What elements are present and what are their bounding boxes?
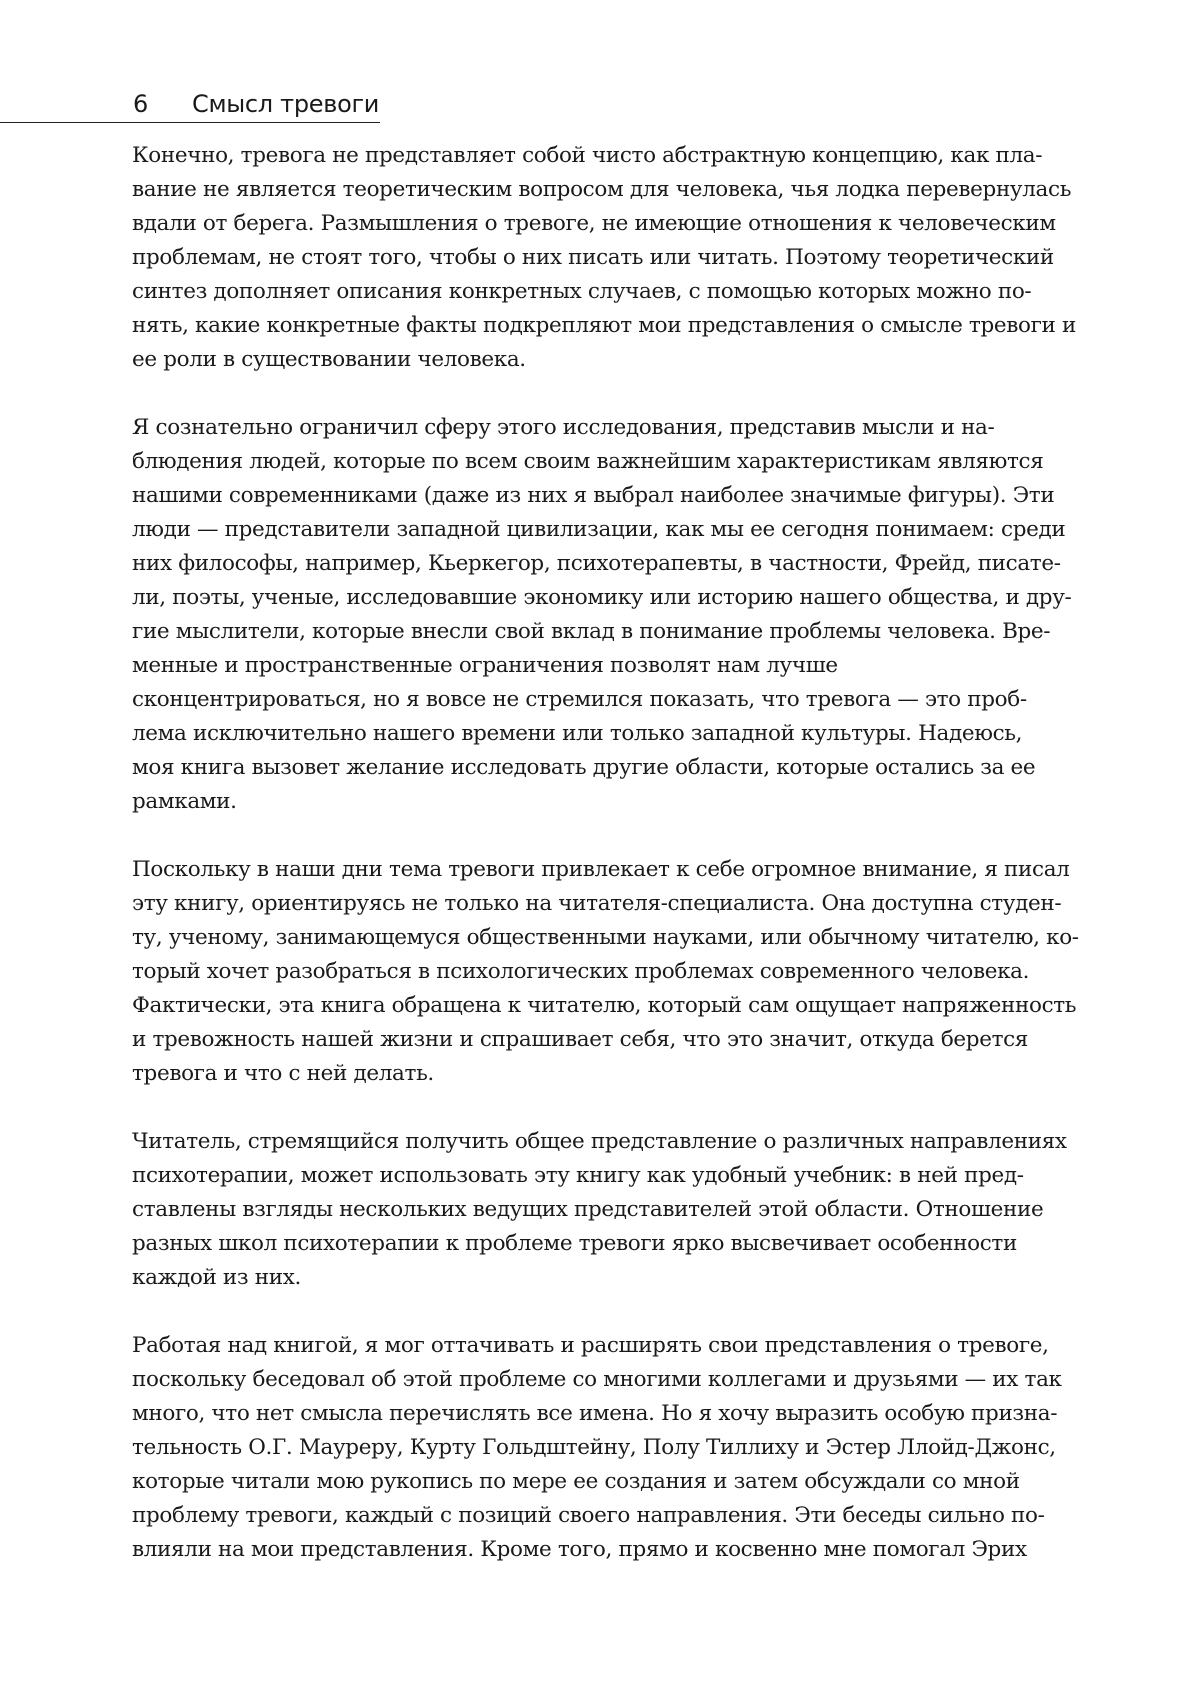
text-line: лема исключительно нашего времени или только западной культуры. Надеюсь, bbox=[132, 717, 1072, 751]
text-line: которые читали мою рукопись по мере ее создания и затем обсуждали со мной bbox=[132, 1465, 1072, 1499]
text-line: влияли на мои представления. Кроме того, прямо и косвенно мне помогал Эрих bbox=[132, 1533, 1072, 1567]
text-line: проблему тревоги, каждый с позиций своего направления. Эти беседы сильно по- bbox=[132, 1499, 1072, 1533]
text-line: разных школ психотерапии к проблеме тревоги ярко высвечивает особенности bbox=[132, 1227, 1072, 1261]
text-line: нашими современниками (даже из них я выбрал наиболее значимые фигуры). Эти bbox=[132, 479, 1072, 513]
text-line: Работая над книгой, я мог оттачивать и расширять свои представления о тревоге, bbox=[132, 1329, 1072, 1363]
text-line: торый хочет разобраться в психологических проблемах современного человека. bbox=[132, 955, 1072, 989]
page-number: 6 bbox=[133, 88, 148, 120]
text-line: Я сознательно ограничил сферу этого исследования, представив мысли и на- bbox=[132, 411, 1072, 445]
text-line: Читатель, стремящийся получить общее представление о различных направлениях bbox=[132, 1125, 1072, 1159]
paragraph bbox=[132, 1329, 1072, 1567]
text-line: ставлены взгляды нескольких ведущих представителей этой области. Отношение bbox=[132, 1193, 1072, 1227]
text-line: гие мыслители, которые внесли свой вклад в понимание проблемы человека. Вре- bbox=[132, 615, 1072, 649]
text-line: тельность О.Г. Мауреру, Курту Гольдштейну, Полу Тиллиху и Эстер Ллойд-Джонс, bbox=[132, 1431, 1072, 1465]
text-line: рамками. bbox=[132, 785, 1072, 819]
text-line: ту, ученому, занимающемуся общественными науками, или обычному читателю, ко- bbox=[132, 921, 1072, 955]
text-line: Конечно, тревога не представляет собой чисто абстрактную концепцию, как пла- bbox=[132, 139, 1072, 173]
text-line: моя книга вызовет желание исследовать другие области, которые остались за ее bbox=[132, 751, 1072, 785]
text-line: синтез дополняет описания конкретных случаев, с помощью которых можно по- bbox=[132, 275, 1072, 309]
running-head bbox=[0, 88, 380, 123]
text-line: вдали от берега. Размышления о тревоге, не имеющие отношения к человеческим bbox=[132, 207, 1072, 241]
text-line: и тревожность нашей жизни и спрашивает себя, что это значит, откуда берется bbox=[132, 1023, 1072, 1057]
body-text bbox=[132, 139, 1072, 1601]
text-line: психотерапии, может использовать эту книгу как удобный учебник: в ней пред- bbox=[132, 1159, 1072, 1193]
paragraph bbox=[132, 411, 1072, 819]
text-line: Фактически, эта книга обращена к читателю, который сам ощущает напряженность bbox=[132, 989, 1072, 1023]
text-line: менные и пространственные ограничения позволят нам лучше bbox=[132, 649, 1072, 683]
text-line: ее роли в существовании человека. bbox=[132, 343, 1072, 377]
text-line: каждой из них. bbox=[132, 1261, 1072, 1295]
text-line: вание не является теоретическим вопросом для человека, чья лодка перевернулась bbox=[132, 173, 1072, 207]
paragraph bbox=[132, 139, 1072, 377]
text-line: них философы, например, Кьеркегор, психотерапевты, в частности, Фрейд, писате- bbox=[132, 547, 1072, 581]
text-line: много, что нет смысла перечислять все имена. Но я хочу выразить особую призна- bbox=[132, 1397, 1072, 1431]
text-line: Поскольку в наши дни тема тревоги привлекает к себе огромное внимание, я писал bbox=[132, 853, 1072, 887]
text-line: эту книгу, ориентируясь не только на читателя-специалиста. Она доступна студен- bbox=[132, 887, 1072, 921]
text-line: люди — представители западной цивилизации, как мы ее сегодня понимаем: среди bbox=[132, 513, 1072, 547]
text-line: ли, поэты, ученые, исследовавшие экономику или историю нашего общества, и дру- bbox=[132, 581, 1072, 615]
book-title: Смысл тревоги bbox=[192, 88, 379, 120]
text-line: тревога и что с ней делать. bbox=[132, 1057, 1072, 1091]
paragraph bbox=[132, 1125, 1072, 1295]
text-line: нять, какие конкретные факты подкрепляют мои представления о смысле тревоги и bbox=[132, 309, 1072, 343]
paragraph bbox=[132, 853, 1072, 1091]
text-line: поскольку беседовал об этой проблеме со многими коллегами и друзьями — их так bbox=[132, 1363, 1072, 1397]
text-line: проблемам, не стоят того, чтобы о них писать или читать. Поэтому теоретический bbox=[132, 241, 1072, 275]
text-line: сконцентрироваться, но я вовсе не стремился показать, что тревога — это проб- bbox=[132, 683, 1072, 717]
text-line: блюдения людей, которые по всем своим важнейшим характеристикам являются bbox=[132, 445, 1072, 479]
